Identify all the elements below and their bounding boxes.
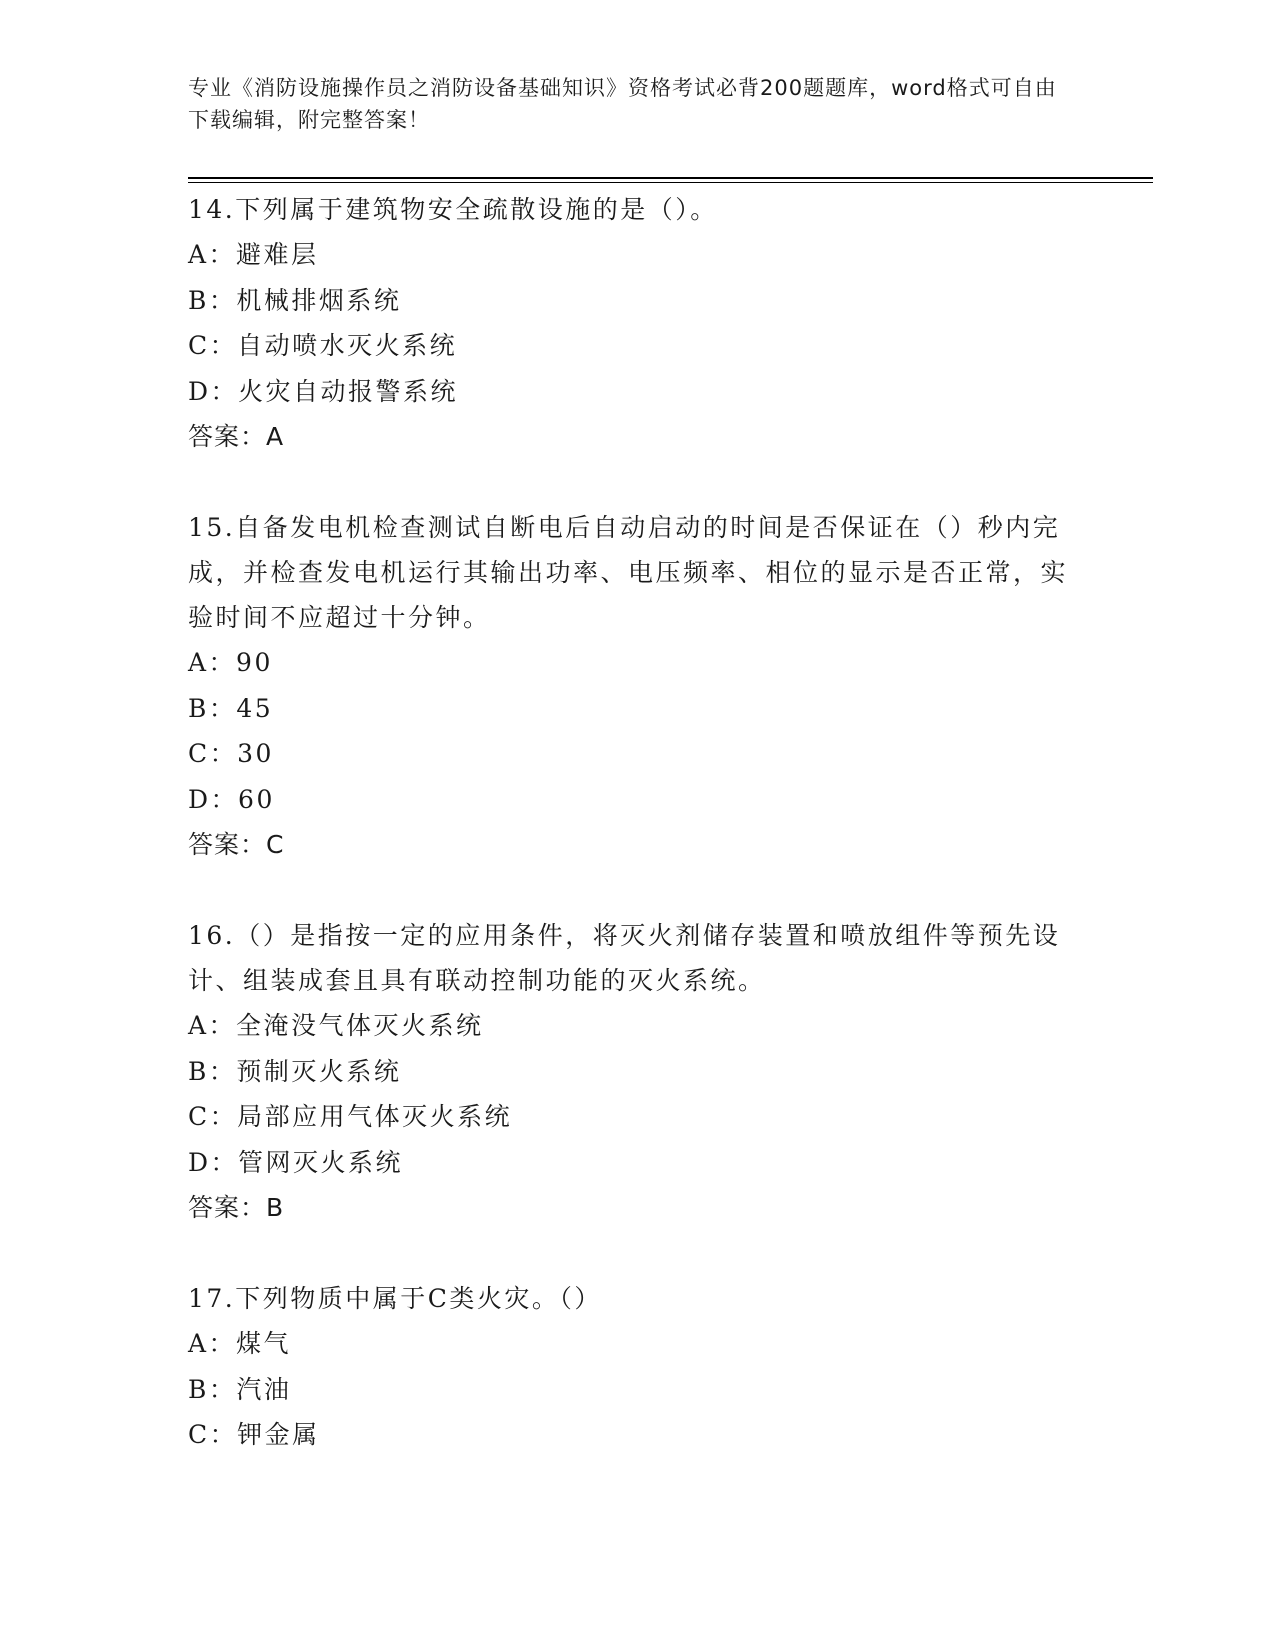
option-b: B：汽油: [188, 1374, 292, 1404]
question-16: [188, 913, 1088, 1231]
option-a: A：避难层: [188, 240, 319, 269]
question-15: [188, 505, 1088, 868]
question-text: 15.自备发电机检查测试自断电后自动启动的时间是否保证在（）秒内完成，并检查发电机运行其输出功率、电压频率、相位的显示是否正常，实验时间不应超过十分钟。: [188, 513, 1069, 632]
option-d: D：管网灭火系统: [188, 1147, 404, 1177]
option-b: B：机械排烟系统: [188, 285, 402, 315]
question-text: 14.下列属于建筑物安全疏散设施的是（）。: [188, 195, 718, 224]
question-text: 16.（）是指按一定的应用条件，将灭火剂储存装置和喷放组件等预先设计、组装成套且具有联动控制功能的灭火系统。: [188, 921, 1061, 995]
header-divider-thick: [188, 177, 1153, 179]
header-divider-thin: [188, 182, 1153, 183]
option-c: C：30: [188, 739, 274, 768]
question-14: [188, 187, 1088, 460]
option-a: A：90: [188, 648, 273, 677]
option-d: D：火灾自动报警系统: [188, 376, 459, 406]
option-c: C：自动喷水灭火系统: [188, 331, 458, 360]
question-17: [188, 1276, 1088, 1458]
option-c: C：钾金属: [188, 1420, 320, 1449]
answer: 答案：C: [188, 830, 285, 859]
option-b: B：预制灭火系统: [188, 1056, 402, 1086]
option-d: D：60: [188, 784, 275, 814]
answer: 答案：A: [188, 422, 285, 451]
question-text: 17.下列物质中属于C类火灾。（）: [188, 1284, 602, 1313]
option-c: C：局部应用气体灭火系统: [188, 1102, 513, 1131]
answer: 答案：B: [188, 1193, 285, 1222]
option-b: B：45: [188, 693, 274, 723]
document-header: 专业《消防设施操作员之消防设备基础知识》资格考试必背200题题库，word格式可自由下载编辑，附完整答案！: [188, 76, 1057, 132]
option-a: A：煤气: [188, 1329, 292, 1358]
option-a: A：全淹没气体灭火系统: [188, 1011, 484, 1040]
